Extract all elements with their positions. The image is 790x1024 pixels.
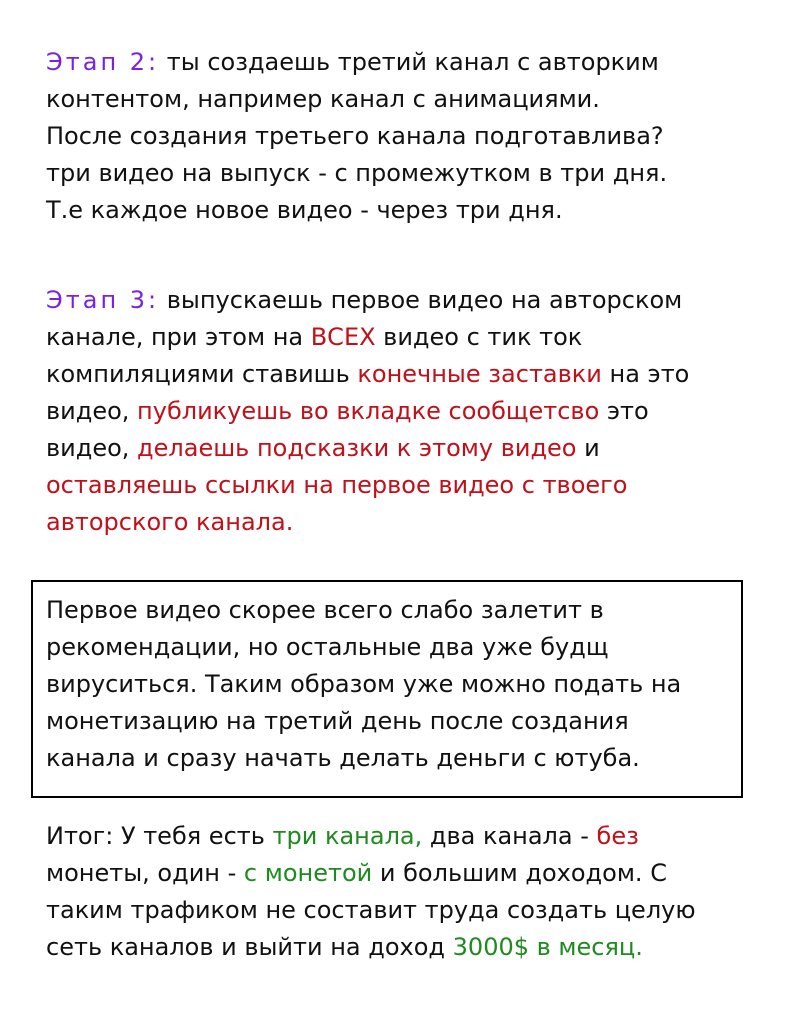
stage3-line-7: авторского канала. [46,508,294,536]
stage2-label: Этап 2: [46,48,160,76]
stage2-line-4: три видео на выпуск - с промежутком в три дня. [46,159,668,187]
stage3-line-2: канале, при этом на ВСЕХ видео с тик ток [46,323,583,351]
note-line-5: канала и сразу начать делать деньги с ютуба. [46,744,640,772]
highlight-income: 3000$ в месяц. [452,933,643,961]
stage3-line-6: оставляешь ссылки на первое видео с твоего [46,471,628,499]
highlight-all-videos: ВСЕХ [310,323,376,351]
stage2-line-2: контентом, например канал с анимациями. [46,85,600,113]
highlight-monetization-off: монеты, один - [46,859,244,887]
summary-line-2: монеты, один - с монетой и большим доходом. С [46,859,667,887]
stage2-line-1: Этап 2: ты создаешь третий канал с авторким [46,48,659,76]
summary-line-3: таким трафиком не составит труда создать целую [46,896,696,924]
summary-line-4: сеть каналов и выйти на доход 3000$ в месяц. [46,933,643,961]
note-line-1: Первое видео скорее всего слабо залетит в [46,596,604,624]
stage2-line-5: Т.е каждое новое видео - через три дня. [46,196,563,224]
stage3-line-3: компиляциями ставишь конечные заставки на это [46,360,690,388]
note-box [31,580,743,798]
highlight-with-monetization: с монетой [243,859,373,887]
stage3-label: Этап 3: [46,286,160,314]
stage3-paragraph [46,282,689,541]
highlight-end-screens: конечные заставки [357,360,602,388]
stage2-line-3: После создания третьего канала подготавлива? [46,122,664,150]
note-line-3: вируситься. Таким образом уже можно подать на [46,670,682,698]
highlight-without: без [596,822,639,850]
summary-paragraph [46,818,696,966]
stage2-paragraph [46,44,667,229]
stage3-line-1: Этап 3: выпускаешь первое видео на авторском [46,286,683,314]
note-paragraph [46,592,681,777]
note-line-2: рекомендации, но остальные два уже будщ [46,633,609,661]
stage3-line-5: видео, делаешь подсказки к этому видео и [46,434,600,462]
highlight-community-tab: публикуешь во вкладке сообщетсво [137,397,600,425]
summary-line-1: Итог: У тебя есть три канала, два канала - без [46,822,639,850]
note-line-4: монетизацию на третий день после создания [46,707,629,735]
highlight-three-channels: три канала, [272,822,423,850]
highlight-cards: делаешь подсказки к этому видео [137,434,577,462]
stage3-line-4: видео, публикуешь во вкладке сообщетсво это [46,397,649,425]
